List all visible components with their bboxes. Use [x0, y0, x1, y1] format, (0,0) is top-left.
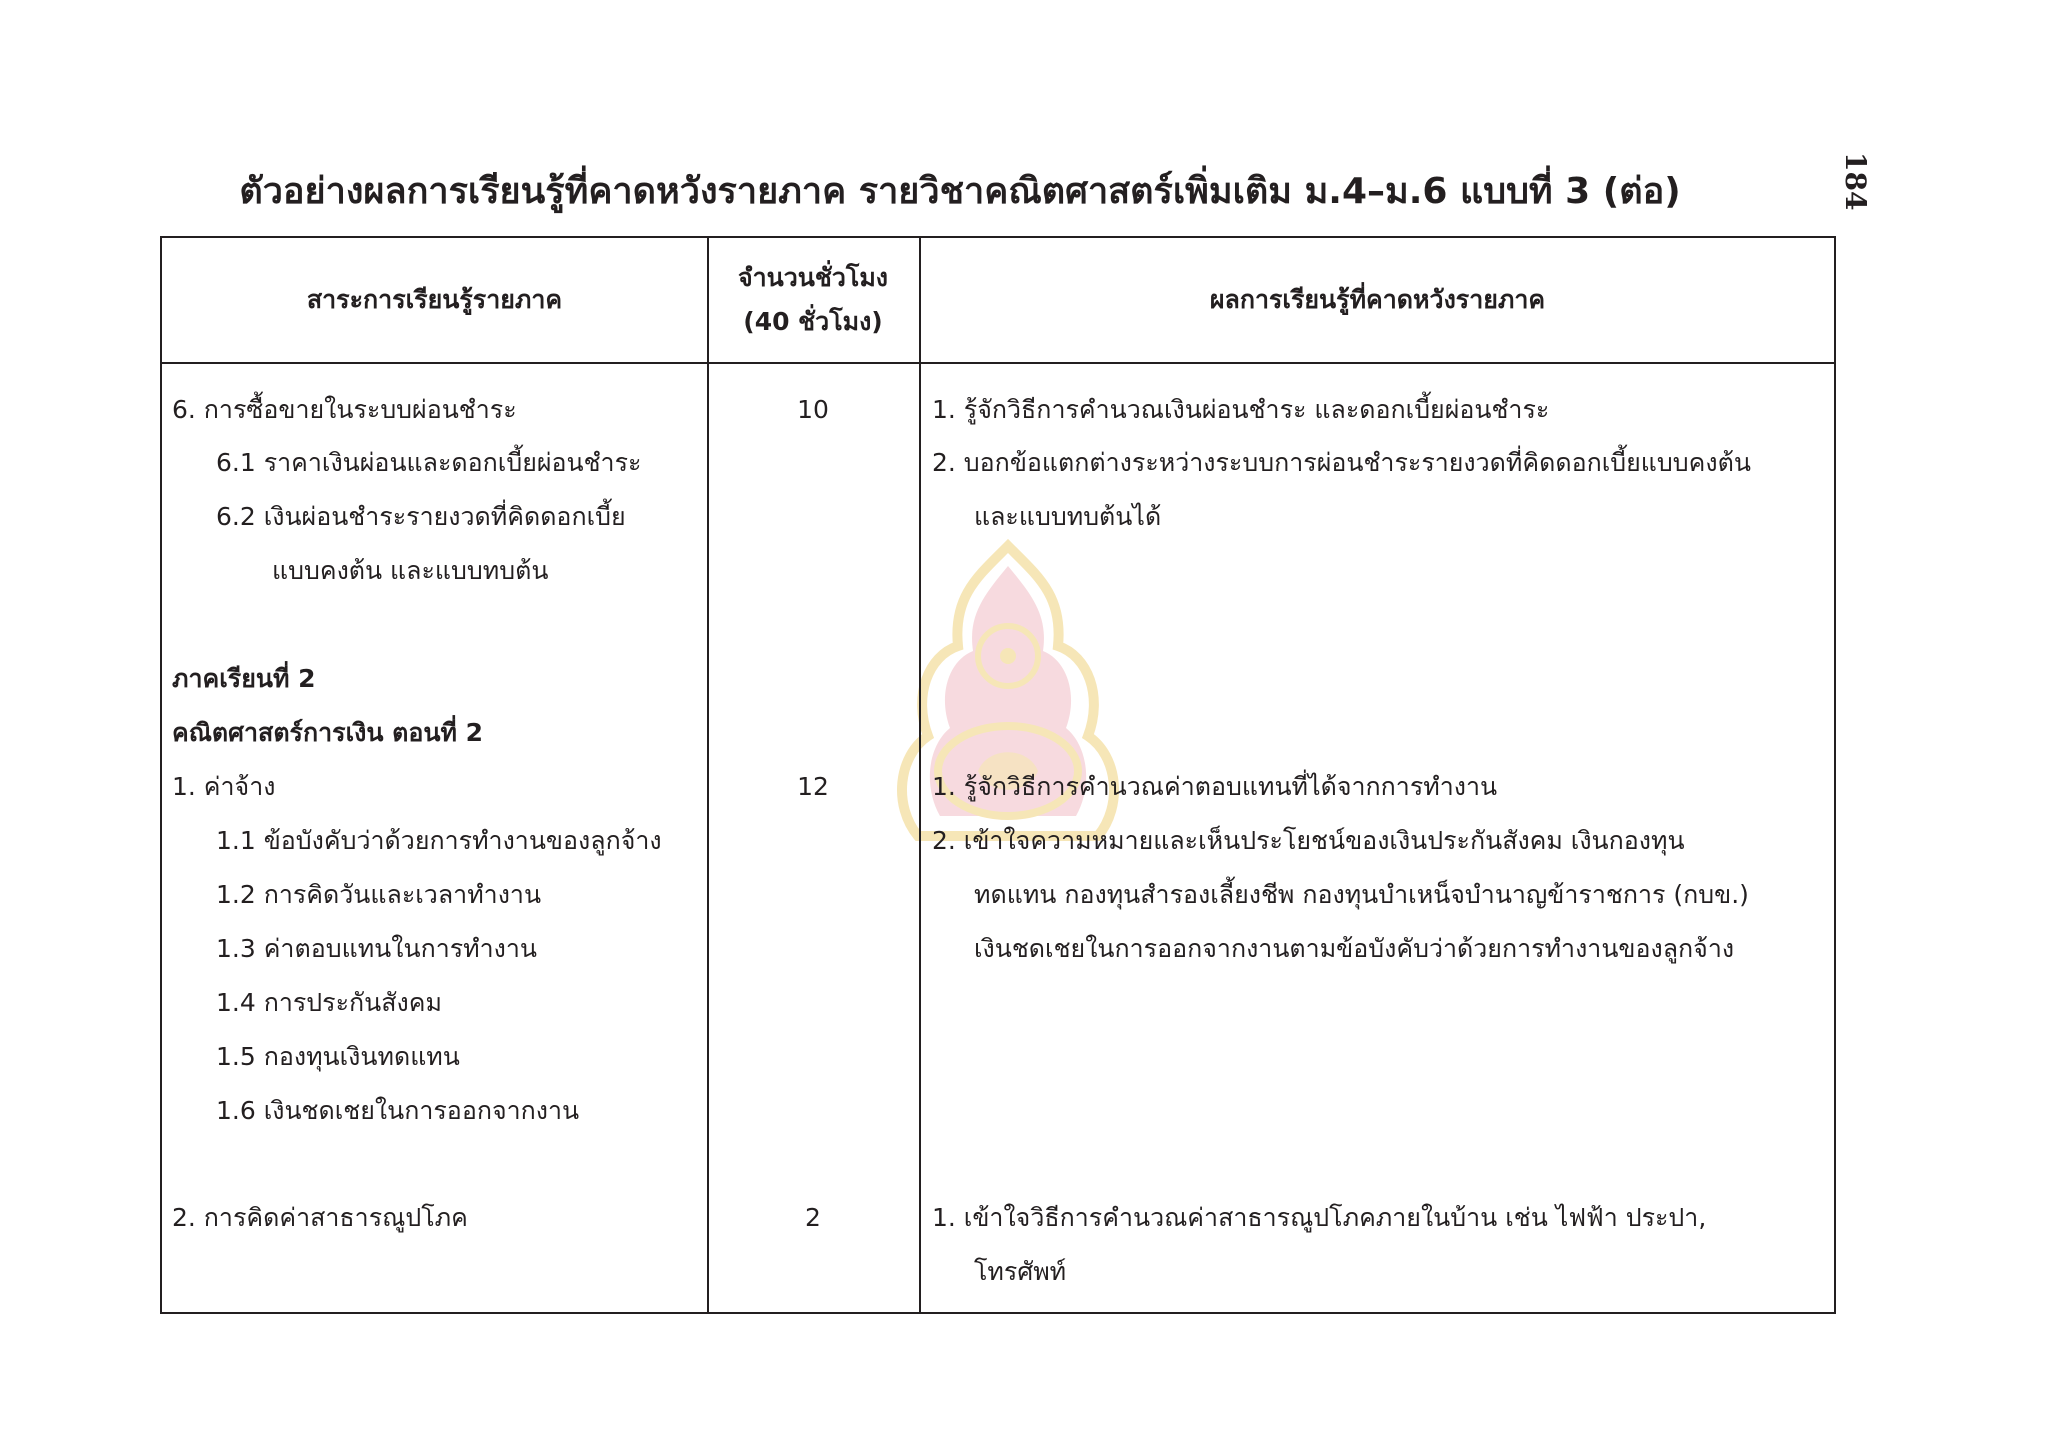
content-line: 1. ค่าจ้าง	[172, 772, 276, 801]
header-hours	[707, 238, 919, 362]
outcome-line: โทรศัพท์	[974, 1257, 1067, 1286]
outcome-line: 1. รู้จักวิธีการคำนวณค่าตอบแทนที่ได้จากการทำงาน	[932, 772, 1498, 801]
header-content	[162, 238, 707, 362]
outcome-line: 2. บอกข้อแตกต่างระหว่างระบบการผ่อนชำระรายงวดที่คิดดอกเบี้ยแบบคงต้น	[932, 448, 1751, 477]
content-line: 1.2 การคิดวันและเวลาทำงาน	[216, 880, 542, 909]
outcome-line: 1. เข้าใจวิธีการคำนวณค่าสาธารณูปโภคภายในบ้าน เช่น ไฟฟ้า ประปา,	[932, 1203, 1707, 1232]
header-hours-label: จำนวนชั่วโมง	[737, 263, 889, 292]
content-line: แบบคงต้น และแบบทบต้น	[272, 556, 549, 585]
content-line: 2. การคิดค่าสาธารณูปโภค	[172, 1203, 468, 1232]
column-divider	[919, 238, 921, 1312]
content-line: 1.4 การประกันสังคม	[216, 988, 442, 1017]
header-outcomes-label: ผลการเรียนรู้ที่คาดหวังรายภาค	[1209, 285, 1546, 314]
hours-value: 2	[805, 1203, 821, 1232]
content-line: 6.2 เงินผ่อนชำระรายงวดที่คิดดอกเบี้ย	[216, 502, 626, 531]
content-line: 1.3 ค่าตอบแทนในการทำงาน	[216, 934, 538, 963]
hours-value: 10	[797, 395, 829, 424]
content-line: 6. การซื้อขายในระบบผ่อนชำระ	[172, 395, 517, 424]
hours-value: 12	[797, 772, 829, 801]
outcome-line: เงินชดเชยในการออกจากงานตามข้อบังคับว่าด้วยการทำงานของลูกจ้าง	[974, 934, 1735, 963]
outcome-line: ทดแทน กองทุนสำรองเลี้ยงชีพ กองทุนบำเหน็จบำนาญข้าราชการ (กบข.)	[974, 880, 1749, 909]
page-number: 184	[1839, 152, 1872, 211]
header-hours-total: (40 ชั่วโมง)	[743, 307, 883, 336]
content-line: 1.6 เงินชดเชยในการออกจากงาน	[216, 1096, 580, 1125]
unit-heading: คณิตศาสตร์การเงิน ตอนที่ 2	[172, 718, 484, 747]
semester-heading: ภาคเรียนที่ 2	[172, 664, 316, 693]
header-outcomes	[919, 238, 1836, 362]
header-content-label: สาระการเรียนรู้รายภาค	[306, 285, 563, 314]
outcome-line: และแบบทบต้นได้	[974, 502, 1162, 531]
outcome-line: 2. เข้าใจความหมายและเห็นประโยชน์ของเงินประกันสังคม เงินกองทุน	[932, 826, 1685, 855]
header-divider	[162, 362, 1834, 364]
content-line: 6.1 ราคาเงินผ่อนและดอกเบี้ยผ่อนชำระ	[216, 448, 642, 477]
learning-outcomes-table	[160, 236, 1836, 1314]
outcome-line: 1. รู้จักวิธีการคำนวณเงินผ่อนชำระ และดอกเบี้ยผ่อนชำระ	[932, 395, 1550, 424]
content-line: 1.1 ข้อบังคับว่าด้วยการทำงานของลูกจ้าง	[216, 826, 662, 855]
page-title: ตัวอย่างผลการเรียนรู้ที่คาดหวังรายภาค รายวิชาคณิตศาสตร์เพิ่มเติม ม.4–ม.6 แบบที่ 3 (ต่อ)	[239, 171, 1681, 212]
content-line: 1.5 กองทุนเงินทดแทน	[216, 1042, 460, 1071]
